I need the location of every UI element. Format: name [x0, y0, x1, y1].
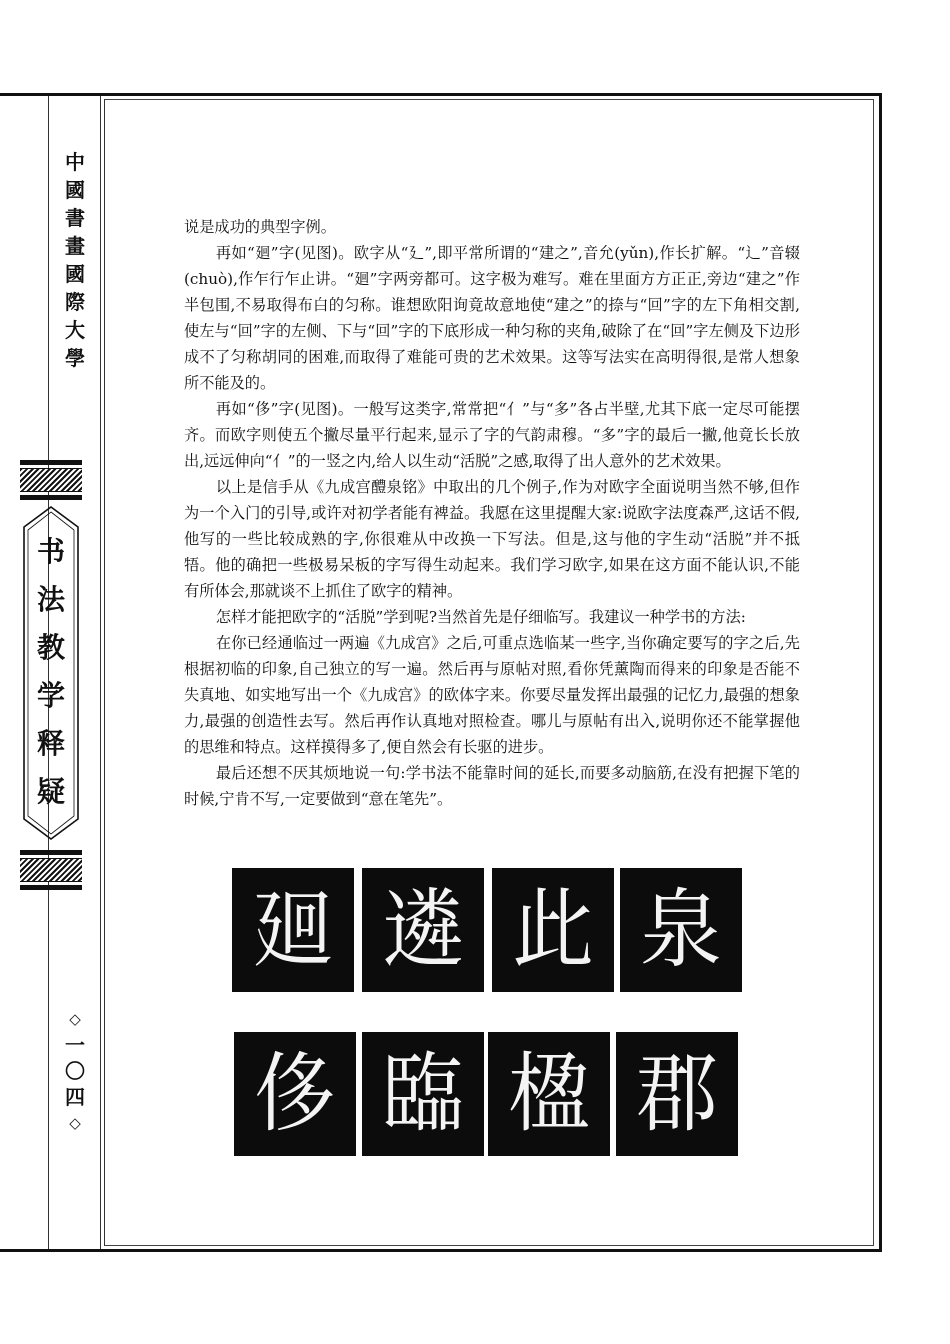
- series-title-char: 畫: [65, 234, 85, 258]
- paragraph: 再如“侈”字(见图)。一般写这类字,常常把“亻”与“多”各占半壁,尤其下底一定尽可能摆齐。而欧字则使五个撇尽量平行起来,显示了字的气韵肃穆。“多”字的最后一撇,他竟长长放出,远远伸向“亻”的一竖之内,给人以生动“活脱”之感,取得了出人意外的艺术效果。: [184, 400, 800, 470]
- calligraphy-tile: [488, 1032, 610, 1156]
- book-title-char: 疑: [36, 775, 65, 808]
- page-frame-right-inner: [873, 99, 874, 1246]
- series-title-char: 際: [65, 290, 85, 314]
- spine-rule-inner: [104, 99, 105, 1246]
- page-number-digit: 一: [65, 1033, 85, 1057]
- diamond-icon: ◇: [69, 1010, 81, 1028]
- title-band-top: [20, 460, 82, 500]
- page-frame-bottom-inner: [104, 1245, 874, 1246]
- page-frame-top: [0, 93, 882, 96]
- calligraphy-tile: [616, 1032, 738, 1156]
- calligraphy-tile: [362, 1032, 484, 1156]
- calligraphy-char: 泉: [640, 880, 722, 980]
- calligraphy-char: 郡: [636, 1044, 718, 1144]
- calligraphy-char: 遴: [382, 880, 464, 980]
- calligraphy-char: 楹: [508, 1044, 590, 1144]
- paragraph: 在你已经通临过一两遍《九成宫》之后,可重点选临某一些字,当你确定要写的字之后,先根据初临的印象,自己独立的写一遍。然后再与原帖对照,看你凭薰陶而得来的印象是否能不失真地、如实地写出一个《九成宫》的欧体字来。你要尽量发挥出最强的记忆力,最强的想象力,最强的创造性去写。然后再作认真地对照检查。哪儿与原帖有出入,说明你还不能掌握他的思维和特点。这样摸得多了,便自然会有长驱的进步。: [184, 634, 800, 756]
- book-title-char: 学: [36, 679, 65, 712]
- calligraphy-tile: [362, 868, 484, 992]
- series-title-char: 國: [65, 178, 85, 202]
- book-title: [22, 528, 80, 816]
- title-band-bottom: [20, 850, 82, 890]
- page-frame-bottom: [0, 1249, 882, 1252]
- page-number-digit: 四: [65, 1085, 85, 1109]
- calligraphy-tile: [492, 868, 614, 992]
- series-title-char: 國: [65, 262, 85, 286]
- paragraph: 怎样才能把欧字的“活脱”学到呢?当然首先是仔细临写。我建议一种学书的方法:: [215, 608, 746, 626]
- page-frame-top-inner: [104, 99, 874, 100]
- paragraph: 说是成功的典型字例。: [184, 218, 336, 236]
- paragraph: 再如“廻”字(见图)。欧字从“廴”,即平常所谓的“建之”,音允(yǔn),作长扩解。“辶”音辍(chuò),作乍行乍止讲。“廻”字两旁都可。这字极为难写。难在里面方方正正,旁边“建之”作半包围,不易取得布白的匀称。谁想欧阳询竟故意地使“建之”的捺与“回”字的左下角相交割,使左与“回”字的左侧、下与“回”字的下底形成一种匀称的夹角,破除了在“回”字左侧及下边形成不了匀称胡同的困难,而取得了难能可贵的艺术效果。这等写法实在高明得很,是常人想象所不能及的。: [184, 244, 800, 392]
- spine-rule-middle: [100, 96, 101, 1249]
- paragraph: 以上是信手从《九成宫醴泉铭》中取出的几个例子,作为对欧字全面说明当然不够,但作为一个入门的引导,或许对初学者能有裨益。我愿在这里提醒大家:说欧字法度森严,这话不假,他写的一些比较成熟的字,你很难从中改换一下写法。但是,这与他的字生动“活脱”并不抵牾。他的确把一些极易呆板的字写得生动起来。我们学习欧字,如果在这方面不能认识,不能有所体会,那就谈不上抓住了欧字的精神。: [184, 478, 800, 600]
- series-title-char: 大: [65, 318, 85, 342]
- page-frame-right: [879, 93, 882, 1252]
- series-title: [58, 148, 92, 372]
- calligraphy-char: 侈: [254, 1044, 336, 1144]
- calligraphy-examples: [232, 868, 742, 1163]
- paragraph: 最后还想不厌其烦地说一句:学书法不能靠时间的延长,而要多动脑筋,在没有把握下笔的时候,宁肯不写,一定要做到“意在笔先”。: [184, 764, 800, 808]
- calligraphy-char: 此: [512, 880, 594, 980]
- body-text: [184, 214, 800, 812]
- book-title-char: 释: [36, 727, 65, 760]
- calligraphy-char: 廻: [252, 880, 334, 980]
- book-title-char: 法: [36, 583, 65, 616]
- book-title-char: 教: [36, 631, 65, 664]
- series-title-char: 中: [65, 150, 85, 174]
- page-number-digit: 〇: [65, 1059, 85, 1083]
- calligraphy-tile: [620, 868, 742, 992]
- book-title-char: 书: [36, 535, 65, 568]
- calligraphy-tile: [234, 1032, 356, 1156]
- calligraphy-char: 臨: [382, 1044, 464, 1144]
- diamond-icon: ◇: [69, 1114, 81, 1132]
- series-title-char: 學: [65, 346, 85, 370]
- calligraphy-tile: [232, 868, 354, 992]
- page-number: [58, 1006, 92, 1136]
- series-title-char: 書: [65, 206, 85, 230]
